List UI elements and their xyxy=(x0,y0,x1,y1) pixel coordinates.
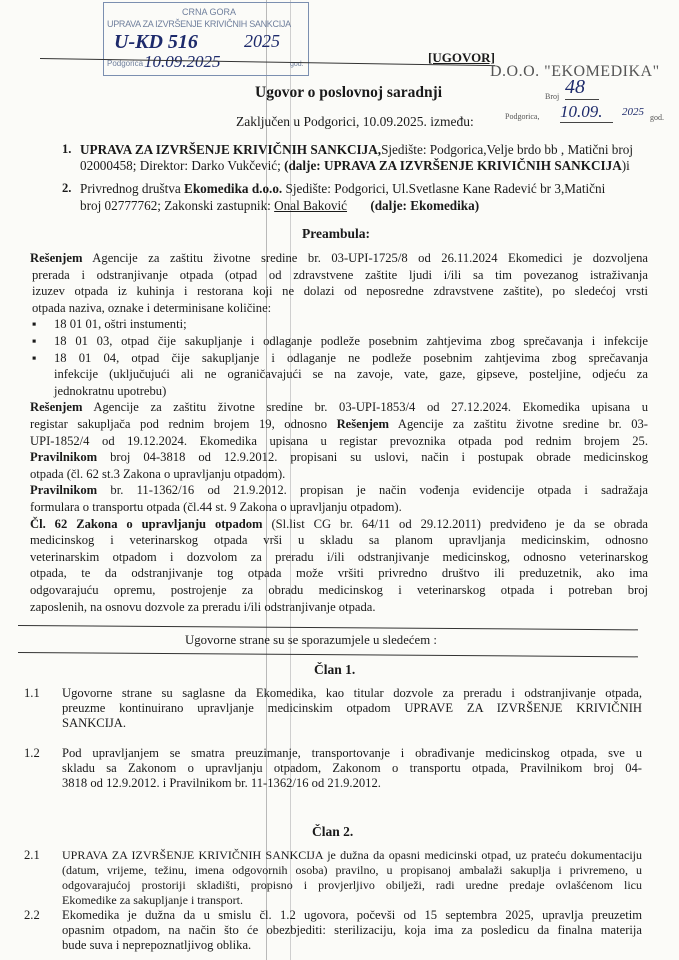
company-year: 2025 xyxy=(622,106,644,118)
document-title: Ugovor o poslovnoj saradnji xyxy=(255,84,443,101)
party-name: Ekomedika d.o.o. xyxy=(184,181,283,196)
preamble-line xyxy=(30,450,648,465)
bold-term: Pravilnikom xyxy=(30,483,98,498)
preamble-heading: Preambula: xyxy=(302,226,370,241)
bullet-icon: ▪ xyxy=(32,317,37,332)
clause-line: Ekomedike za sakupljanje i transport. xyxy=(62,893,243,907)
broj-label: Broj xyxy=(545,92,560,101)
line-text: zaposlenih, na osnovu dozvole za preradu i/ili odstranjivanje otpada. xyxy=(30,599,376,614)
clause-number: 2.1 xyxy=(24,848,40,862)
preamble-line xyxy=(54,384,166,399)
line-text: (Sl.list CG br. 64/11 od 29.12.2011) predviđeno je da se obrada xyxy=(262,516,648,531)
preamble-line xyxy=(30,566,648,581)
line-text: Agencije za zaštitu životne sredine br. 03-UPI-1853/4 od 27.12.2024. Ekomedika upisana u xyxy=(82,400,648,415)
party-representative: Onal Baković xyxy=(274,198,348,213)
line-text: infekcije (uključujući ali ne ograničavajući se na zavoje, vate, gaze, gipseve, posteljine, odjeću za xyxy=(54,367,648,382)
preamble-line xyxy=(54,367,648,382)
line-text: jednokratnu upotrebu) xyxy=(54,383,167,398)
preamble-line xyxy=(30,600,376,615)
preamble-line xyxy=(30,533,648,548)
preamble-line xyxy=(30,583,648,598)
concluded-line: Zaključen u Podgorici, 10.09.2025. između: xyxy=(236,114,474,129)
company-date: 10.09. xyxy=(560,102,613,123)
institution-stamp xyxy=(103,2,309,76)
party-number: 2. xyxy=(62,181,72,195)
line-text: Agencije za zaštitu životne sredine br. 03- xyxy=(389,417,648,431)
party-name: UPRAVA ZA IZVRŠENJE KRIVIČNIH SANKCIJA, xyxy=(80,142,382,157)
preamble-line xyxy=(32,284,648,299)
clause-line: opasnim otpadom, na način što će obezbjediti: sterilizaciju, koja ima za posledicu da finalna materija xyxy=(62,923,642,937)
line-text: medicinskog i veterinarskog otpada vrši u skladu sa planom upravljanja medicinskim, odnosno xyxy=(30,533,648,548)
stamp-country: CRNA GORA xyxy=(182,7,237,17)
broj-number: 48 xyxy=(565,76,599,100)
line-text: formulara o transportu otpada (čl.44 st. 9 Zakona o upravljanju otpadom). xyxy=(30,500,402,514)
preamble-line xyxy=(30,251,648,266)
line-text: prerada i odstranjivanje otpada (otpad od zdravstvene zaštite ljudi i/ili sa tim povezanog istraživanja xyxy=(32,267,648,282)
line-text: registar sakupljača pod rednim brojem 19, odnosno xyxy=(30,417,337,431)
clause-number: 1.1 xyxy=(24,686,40,700)
preamble-line xyxy=(30,483,648,498)
bullet-icon: ▪ xyxy=(32,334,37,348)
preamble-line xyxy=(32,301,271,316)
party-number: 1. xyxy=(62,142,72,156)
article-heading: Član 2. xyxy=(312,824,354,839)
line-text: odgovarajuću opremu, postrojenje za obradu medicinskog i veterinarskog otpada i potreban broj xyxy=(30,583,648,597)
party-director: 02000458; Direktor: Darko Vukčević; xyxy=(80,158,281,173)
preamble-line xyxy=(30,434,648,449)
company-place: Podgorica, xyxy=(505,112,540,121)
line-text: 18 01 04, otpad čije sakupljanje i odlaganje ne podleže posebnim zahtjevima zbog sprečavanja xyxy=(54,350,648,365)
preamble-line xyxy=(30,400,648,415)
preamble-line xyxy=(32,268,648,283)
line-text: broj 04-3818 od 12.9.2012. propisani su uslovi, način i postupak obrade medicinskog xyxy=(97,450,648,465)
party-registration: broj 02777762; Zakonski zastupnik: xyxy=(80,198,271,213)
line-text: UPI-1852/4 od 19.12.2024. Ekomedika upisana u registar prevoznika otpada pod rednim brojem 25. xyxy=(30,433,648,448)
agreed-line: Ugovorne strane su se sporazumjele u sledećem : xyxy=(185,633,437,647)
clause-line: skladu sa Zakonom o upravljanju otpadom, Zakonom o transportu otpada, Pravilnikom broj 04- xyxy=(62,761,642,775)
clause-number: 2.2 xyxy=(24,908,40,922)
ugovor-tag: [UGOVOR] xyxy=(428,50,495,65)
bold-term: Rešenjem xyxy=(336,417,390,431)
line-text: Agencije za zaštitu životne sredine br. 03-UPI-1725/8 od 26.11.2024 Ekomedici je dozvoljena xyxy=(82,251,648,265)
line-text: veterinarskim otpadom i dozvolom za preradu i/ili odstranjivanje medicinskog, odnosno veterinarskog xyxy=(30,549,648,564)
line-text: otpada naziva, oznake i determinisane količine: xyxy=(32,300,272,315)
line-text: otpada (čl. 62 st.3 Zakona o upravljanju otpadom). xyxy=(30,466,286,481)
preamble-line xyxy=(30,500,402,515)
company-god: god. xyxy=(650,113,664,122)
preamble-line xyxy=(30,467,285,482)
clause-line: (datum, vrijeme, težinu, imena odgovornih osoba) pravilno, u propisanoj ambalaži sakuplja i privremeno, u xyxy=(62,863,642,877)
stamp-place: Podgorica xyxy=(107,59,144,68)
line-text: 18 01 01, oštri instumenti; xyxy=(54,317,187,332)
stamp-date: 10.09.2025 xyxy=(144,52,221,71)
clause-line: Ekomedika je dužna da u smislu čl. 1.2 ugovora, počevši od 15 septembra 2025, upravlja preuzetim xyxy=(62,908,642,922)
stamp-god: god. xyxy=(290,61,304,68)
preamble-line xyxy=(30,517,648,532)
line-text: 18 01 03, otpad čije sakupljanje i odlaganje podleže posebnim zahtjevima zbog sprečavanja i infekcije xyxy=(54,334,648,348)
party-alias: (dalje: Ekomedika) xyxy=(370,198,480,213)
bold-term: Pravilnikom xyxy=(30,450,98,465)
company-stamp: D.O.O. "EKOMEDIKA" xyxy=(490,63,660,80)
clause-line: UPRAVA ZA IZVRŠENJE KRIVIČNIH SANKCIJA je dužna da opasni medicinski otpad, uz prateću dokumentaciju xyxy=(62,848,642,862)
bold-term: Čl. 62 Zakona o upravljanju otpadom xyxy=(30,516,263,531)
preamble-line xyxy=(30,550,648,565)
preamble-line xyxy=(32,334,648,349)
line-text: izuzev otpada iz kuhinja i restorana koji ne dolazi od neposredne zdravstvene zaštite), po sledećoj vrsti xyxy=(32,284,648,299)
line-text: br. 11-1362/16 od 21.9.2012. propisan je način vođenja evidencije otpada i sadražaja xyxy=(97,483,648,498)
divider xyxy=(18,625,638,630)
stamp-ref: U-KD 516 xyxy=(114,31,198,53)
party-details: Sjedište: Podgorica,Velje brdo bb , Matični broj xyxy=(381,142,634,157)
article-heading: Član 1. xyxy=(314,662,356,677)
bullet-icon: ▪ xyxy=(32,350,37,365)
bold-term: Rešenjem xyxy=(30,251,83,265)
preamble-line xyxy=(32,350,648,366)
clause-line: preuzme kontinuirano upravljanje medicinskim otpadom UPRAVE ZA IZVRŠENJE KRIVIČNIH xyxy=(62,701,642,715)
party-prefix: Privrednog društva xyxy=(80,181,181,196)
stamp-year: 2025 xyxy=(244,31,280,51)
preamble-line xyxy=(32,317,187,332)
party-details: Sjedište: Podgorici, Ul.Svetlasne Kane Radević br 3,Matični xyxy=(285,181,606,196)
clause-line: odgovarajućoj prostoriji skladišti, propisno i provjerljivo obilježi, radi uredne predaje ovlašćenom licu xyxy=(62,878,642,892)
clause-number: 1.2 xyxy=(24,746,40,760)
party-suffix: )i xyxy=(621,158,630,173)
preamble-line xyxy=(30,417,648,432)
clause-line: SANKCIJA. xyxy=(62,716,127,730)
stamp-institution: UPRAVA ZA IZVRŠENJE KRIVIČNIH SANKCIJA xyxy=(107,19,291,29)
bold-term: Rešenjem xyxy=(30,400,83,415)
clause-line: Pod upravljanjem se smatra preuzimanje, transportovanje i obrađivanje medicinskog otpada, sve u xyxy=(62,746,642,760)
party-alias: (dalje: UPRAVA ZA IZVRŠENJE KRIVIČNIH SANKCIJA xyxy=(284,158,622,173)
clause-line: Ugovorne strane su saglasne da Ekomedika, kao titular dozvole za preradu i odstranjivanje otpada, xyxy=(62,686,642,700)
clause-line: 3818 od 12.9.2012. i Pravilnikom br. 11-1362/16 od 21.9.2012. xyxy=(62,776,381,790)
line-text: otpada, te da odstranjivanje tog otpada može vršiti privredno društvo ili preduzetnik, ako ima xyxy=(30,566,648,581)
clause-line: bude suva i neprepoznatljivog oblika. xyxy=(62,938,252,952)
divider xyxy=(18,652,638,657)
